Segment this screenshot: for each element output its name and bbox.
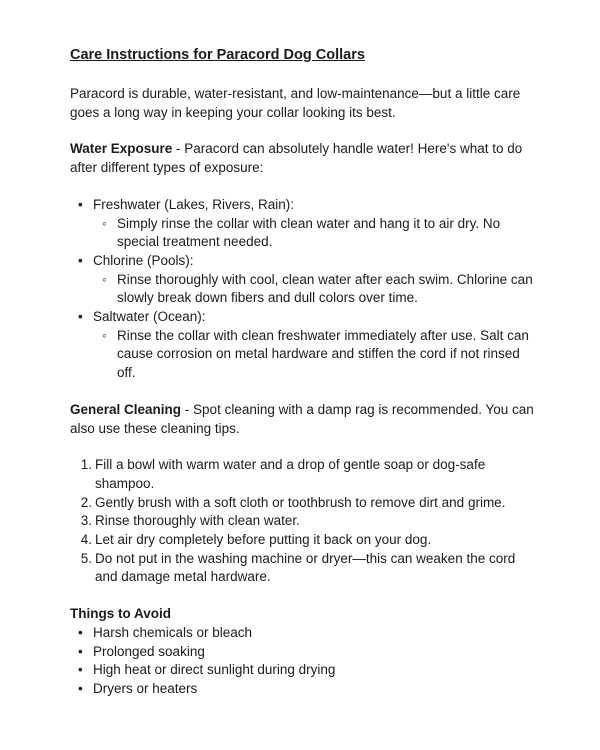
general-cleaning-lead: - Spot cleaning with a damp rag is recommended. You can also use these cleaning tips. [70,401,534,436]
avoid-item: • High heat or direct sunlight during drying [93,661,536,680]
step-item: Let air dry completely before putting it back on your dog. [95,532,432,548]
list-item-label: Saltwater (Ocean): [93,309,206,325]
water-exposure-list [70,196,536,383]
avoid-item: • Dryers or heaters [93,680,536,699]
avoid-item: • Prolonged soaking [93,643,536,662]
avoid-item: • Harsh chemicals or bleach [93,624,536,643]
general-cleaning-paragraph [70,401,536,438]
list-item-label: Chlorine (Pools): [93,252,194,268]
list-item-freshwater [93,196,536,252]
list-item-label: Freshwater (Lakes, Rivers, Rain): [93,196,295,212]
saltwater-sub-list [93,327,536,383]
list-item-chlorine [93,252,536,308]
freshwater-sub-list [93,215,536,252]
step-item: Fill a bowl with warm water and a drop of gentle soap or dog-safe shampoo. [95,457,486,491]
general-cleaning-heading: General Cleaning [70,401,182,417]
sub-list-item: ◦ Simply rinse the collar with clean water and hang it to air dry. No special treatment needed. [117,215,536,252]
water-exposure-lead: - Paracord can absolutely handle water! Here's what to do after different types of exposure: [70,141,523,176]
step-item: Rinse thoroughly with clean water. [95,513,300,529]
step-item: Do not put in the washing machine or dryer—this can weaken the cord and damage metal hardware. [95,550,516,585]
sub-list-item: ◦ Rinse the collar with clean freshwater immediately after use. Salt can cause corrosion on metal hardware and stiffen the cord if not rinsed off. [117,327,536,383]
sub-list-item: ◦ Rinse thoroughly with cool, clean water after each swim. Chlorine can slowly break down fibers and dull colors over time. [117,271,536,308]
doc-title: Care Instructions for Paracord Dog Collars [70,47,365,63]
water-exposure-paragraph [70,140,536,177]
intro-paragraph: Paracord is durable, water-resistant, and low-maintenance—but a little care goes a long way in keeping your collar looking its best. [70,86,521,120]
cleaning-steps-list [70,456,536,587]
list-item-saltwater [93,308,536,383]
water-exposure-heading: Water Exposure [70,141,173,157]
chlorine-sub-list [93,271,536,308]
step-item: Gently brush with a soft cloth or toothbrush to remove dirt and grime. [95,494,506,510]
things-to-avoid-heading: Things to Avoid [70,606,171,622]
things-to-avoid-list [70,624,536,699]
